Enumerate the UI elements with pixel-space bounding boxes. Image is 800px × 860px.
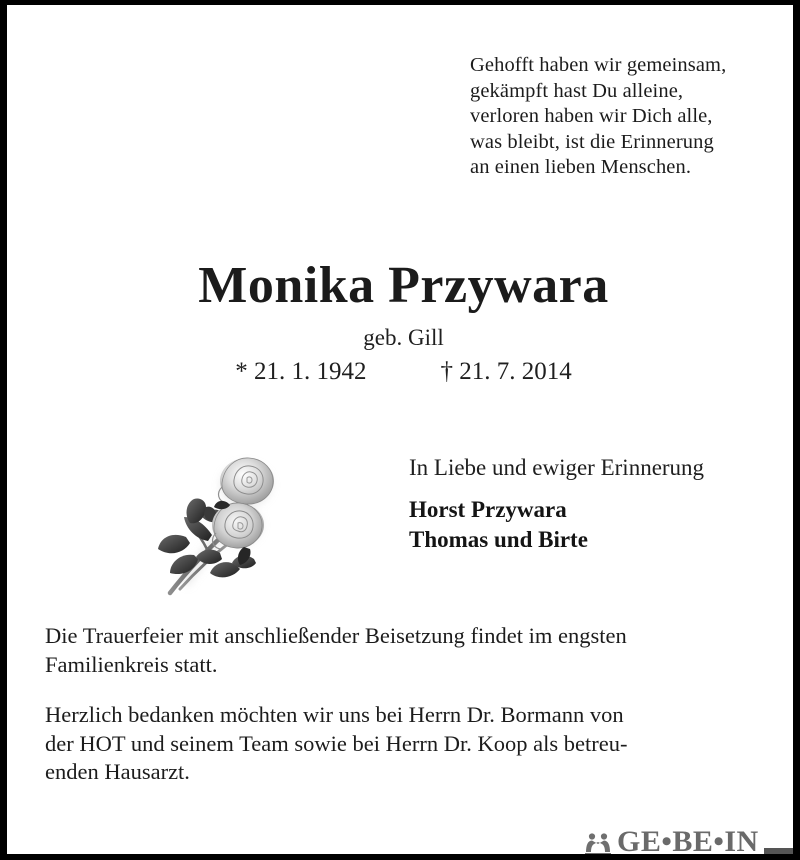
notice-ceremony-line-2: Familienkreis statt. [45,651,218,677]
death-date: † 21. 7. 2014 [440,358,572,385]
logo-underline-rule [764,848,800,855]
deceased-name: Monika Przywara [198,257,609,314]
dedication-intro: In Liebe und ewiger Erinnerung [409,455,705,480]
name-block [7,257,800,387]
mourner-name-2: Thomas und Birte [409,527,588,552]
life-dates [7,357,800,387]
gebein-figure-icon [585,830,611,856]
gebein-logo [585,823,800,857]
notice-ceremony [45,622,765,679]
notice-thanks-line-3: enden Hausarzt. [45,759,190,784]
poem-line-5: an einen lieben Menschen. [470,156,692,178]
rose-illustration [150,429,290,604]
dedication-names [409,495,779,555]
poem-line-3: verloren haben wir Dich alle, [470,105,713,127]
poem-line-4: was bleibt, ist die Erinnerung [470,130,714,153]
notice-ceremony-line-1: Die Trauerfeier mit anschließender Beisetzung findet im engsten [45,623,627,648]
notice-thanks-line-2: der HOT und seinem Team sowie bei Herrn Dr. Koop als betreu- [45,730,628,756]
maiden-name: geb. Gill [363,325,444,350]
mourner-name-1: Horst Przywara [409,497,567,522]
notices-block [45,622,765,787]
gebein-logo-text: GE•BE•IN [617,825,759,858]
notice-thanks [45,701,765,787]
obituary-inner [7,5,793,858]
poem-line-1: Gehofft haben wir gemeinsam, [470,54,727,76]
poem-line-2: gekämpft hast Du alleine, [470,79,684,102]
notice-thanks-line-1: Herzlich bedanken möchten wir uns bei Herrn Dr. Bormann von [45,702,624,727]
memorial-poem [470,53,770,181]
birth-date: * 21. 1. 1942 [235,358,367,385]
dedication-block [409,454,779,555]
